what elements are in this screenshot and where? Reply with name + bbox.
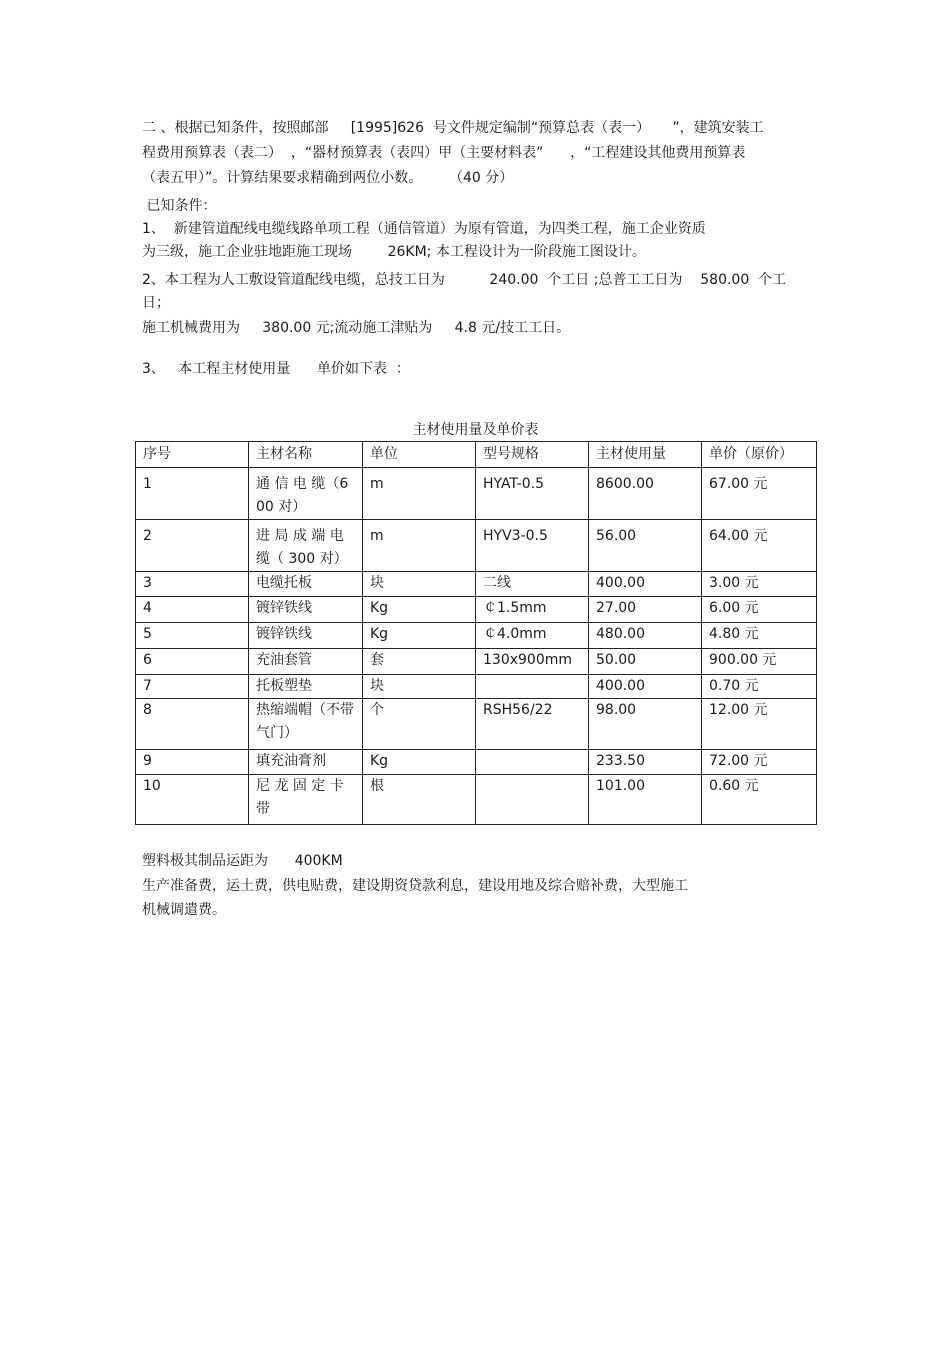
cell-quantity: 8600.00 [589,468,702,520]
cell-name: 热缩端帽（不带气门） [249,699,363,750]
intro-line-2: 程费用预算表（表二） ，“器材预算表（表四）甲（主要材料表” ，“工程建设其他费用预算表 [142,145,746,161]
cell-spec: HYAT-0.5 [476,468,589,520]
table-row [136,597,817,623]
table-row [136,572,817,597]
cell-spec: HYV3-0.5 [476,520,589,572]
cell-unit: 块 [363,572,476,597]
cell-index: 7 [136,675,249,699]
cell-name: 镀锌铁线 [249,623,363,649]
cell-index: 3 [136,572,249,597]
cell-spec: 130x900mm [476,649,589,675]
cell-index: 4 [136,597,249,623]
conditions-heading: 已知条件： [142,198,217,214]
cell-name: 电缆托板 [249,572,363,597]
cell-spec [476,675,589,699]
cell-name: 进 局 成 端 电缆（ 300 对） [249,520,363,572]
cell-index: 9 [136,750,249,775]
cell-spec: 二线 [476,572,589,597]
cell-price: 0.60 元 [702,775,817,825]
condition-2-line-3: 施工机械费用为 380.00 元;流动施工津贴为 4.8 元/技工工日。 [142,320,571,336]
table-row [136,623,817,649]
table-row [136,649,817,675]
cell-quantity: 400.00 [589,572,702,597]
cell-name: 镀锌铁线 [249,597,363,623]
cell-spec [476,775,589,825]
header-name: 主材名称 [249,442,363,468]
condition-1-line-2: 为三级，施工企业驻地距施工现场 26KM; 本工程设计为一阶段施工图设计。 [142,244,646,260]
table-row [136,520,817,572]
cell-quantity: 50.00 [589,649,702,675]
table-row [136,750,817,775]
cell-index: 1 [136,468,249,520]
cell-index: 6 [136,649,249,675]
cell-price: 12.00 元 [702,699,817,750]
cell-quantity: 480.00 [589,623,702,649]
table-row [136,699,817,750]
cell-spec: ￠1.5mm [476,597,589,623]
header-index: 序号 [136,442,249,468]
cell-spec: ￠4.0mm [476,623,589,649]
condition-2-line-2: 日； [142,295,170,311]
cell-price: 72.00 元 [702,750,817,775]
table-row [136,775,817,825]
cell-name: 充油套管 [249,649,363,675]
table-header-row [136,442,817,468]
cell-price: 67.00 元 [702,468,817,520]
intro-line-3: （表五甲）”。计算结果要求精确到两位小数。 （40 分） [142,170,514,186]
cell-unit: Kg [363,623,476,649]
table-row [136,675,817,699]
cell-unit: 根 [363,775,476,825]
materials-table [135,441,817,825]
cell-index: 10 [136,775,249,825]
cell-quantity: 56.00 [589,520,702,572]
header-quantity: 主材使用量 [589,442,702,468]
cell-price: 6.00 元 [702,597,817,623]
header-unit: 单位 [363,442,476,468]
intro-line-1: 二 、根据已知条件，按照邮部 [1995]626 号文件规定编制“预算总表（表一） ”，建筑安装工 [142,120,764,136]
cell-quantity: 98.00 [589,699,702,750]
cell-quantity: 233.50 [589,750,702,775]
cell-spec: RSH56/22 [476,699,589,750]
cell-name: 通 信 电 缆（600 对） [249,468,363,520]
cell-index: 5 [136,623,249,649]
cell-name: 托板塑垫 [249,675,363,699]
condition-2-line-1: 2、本工程为人工敷设管道配线电缆，总技工日为 240.00 个工日 ;总普工工日为 580.00 个工 [142,272,787,288]
cell-index: 8 [136,699,249,750]
cell-unit: 块 [363,675,476,699]
cell-unit: m [363,468,476,520]
cell-price: 900.00 元 [702,649,817,675]
header-spec: 型号规格 [476,442,589,468]
cell-unit: Kg [363,750,476,775]
cell-unit: 套 [363,649,476,675]
cell-price: 64.00 元 [702,520,817,572]
cell-unit: m [363,520,476,572]
footer-line-2: 生产准备费，运土费，供电贴费，建设期资贷款利息，建设用地及综合赔补费，大型施工 [142,878,688,894]
cell-spec [476,750,589,775]
cell-unit: Kg [363,597,476,623]
footer-line-1: 塑料极其制品运距为 400KM [142,853,343,869]
condition-3: 3、 本工程主材使用量 单价如下表 ： [142,361,410,377]
cell-quantity: 400.00 [589,675,702,699]
cell-quantity: 27.00 [589,597,702,623]
cell-index: 2 [136,520,249,572]
condition-1-line-1: 1、 新建管道配线电缆线路单项工程（通信管道）为原有管道，为四类工程，施工企业资质 [142,221,706,237]
cell-name: 尼 龙 固 定 卡带 [249,775,363,825]
cell-price: 4.80 元 [702,623,817,649]
footer-line-3: 机械调遣费。 [142,902,226,918]
cell-unit: 个 [363,699,476,750]
header-price: 单价（原价） [702,442,817,468]
cell-price: 0.70 元 [702,675,817,699]
table-row [136,468,817,520]
cell-price: 3.00 元 [702,572,817,597]
cell-quantity: 101.00 [589,775,702,825]
cell-name: 填充油膏剂 [249,750,363,775]
table-title: 主材使用量及单价表 [412,422,539,438]
